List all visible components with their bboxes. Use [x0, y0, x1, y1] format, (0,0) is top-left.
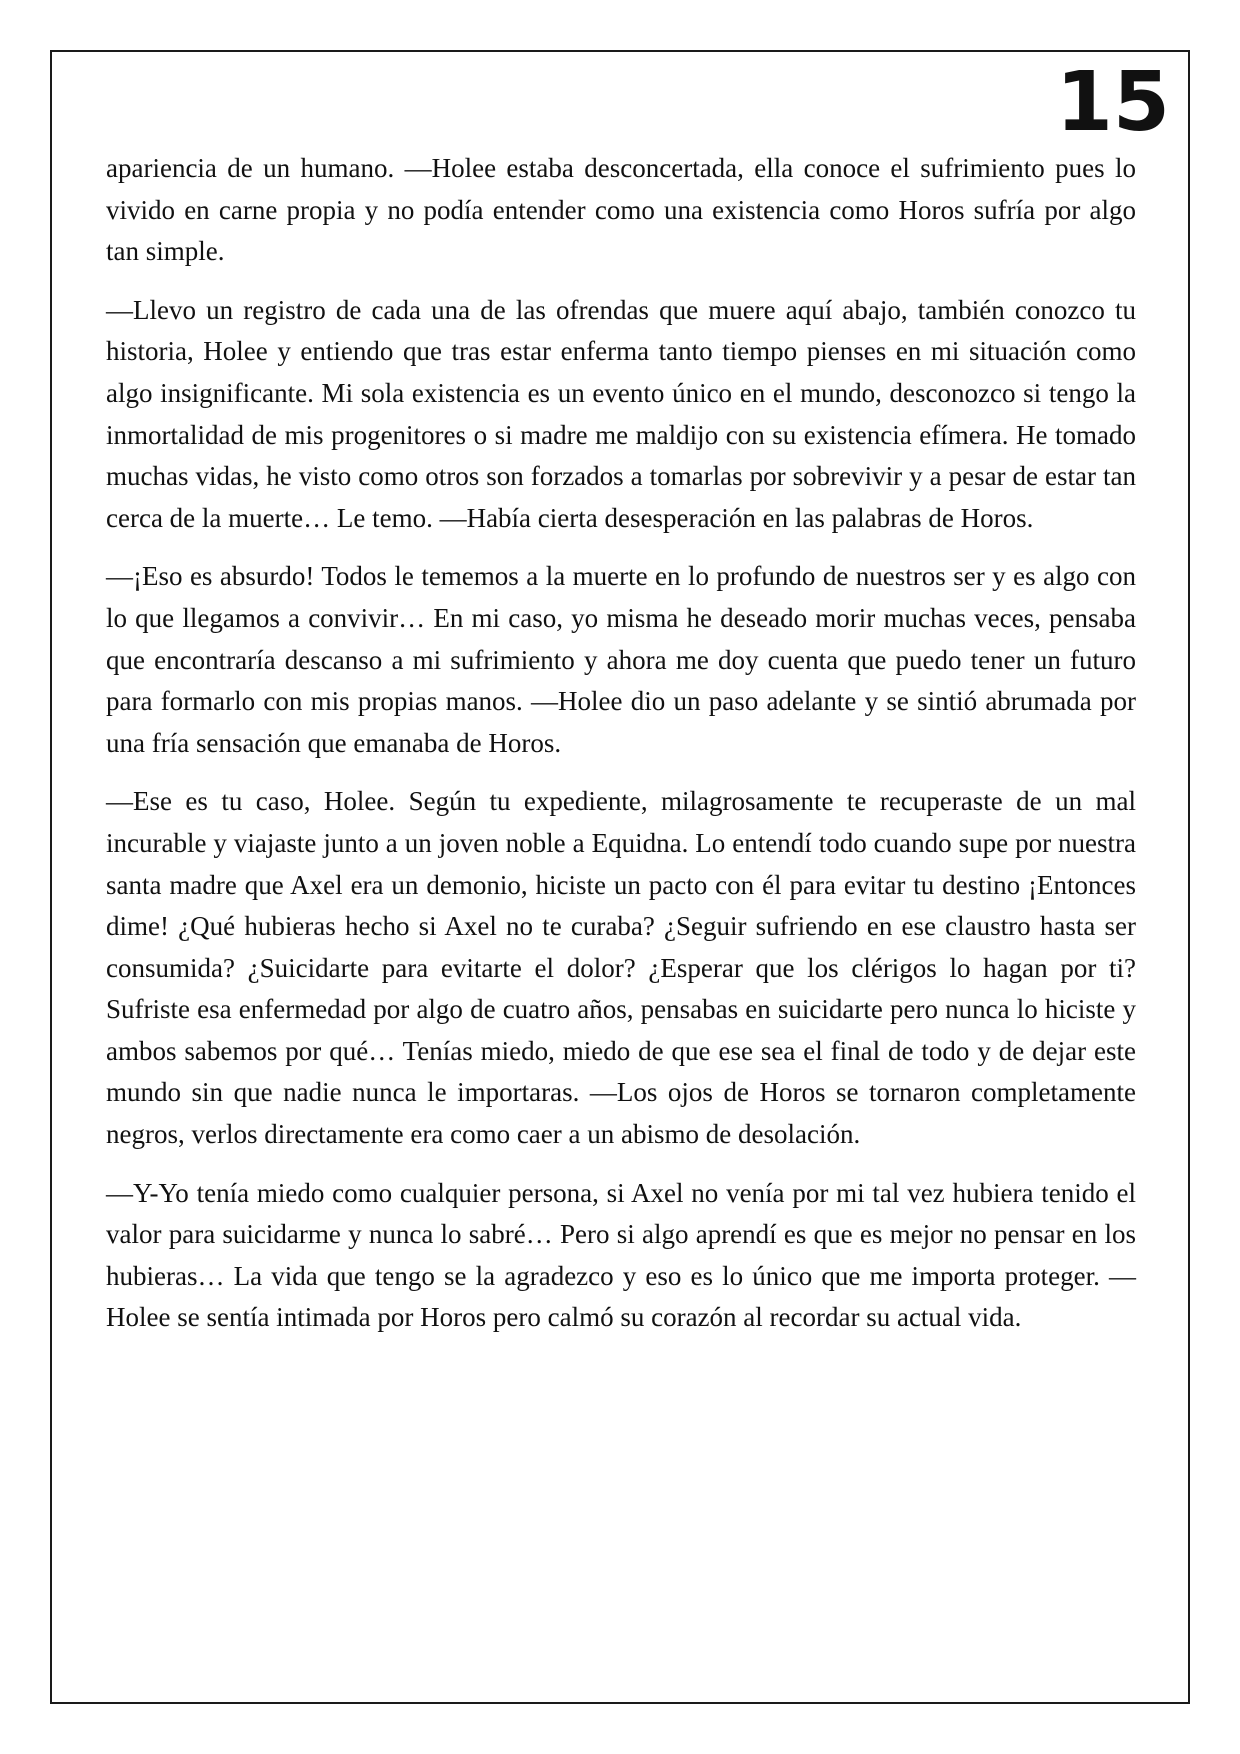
page-frame: [50, 50, 1190, 1704]
page-number: 15: [1055, 55, 1170, 150]
paragraph-4: —Ese es tu caso, Holee. Según tu expediente, milagrosamente te recuperaste de un mal incurable y viajaste junto a un joven noble a Equidna. Lo entendí todo cuando supe por nuestra santa madre que Axel era un demonio, hiciste un pacto con él para evitar tu destino ¡Entonces dime! ¿Qué hubieras hecho si Axel no te curaba? ¿Seguir sufriendo en ese claustro hasta ser consumida? ¿Suicidarte para evitarte el dolor? ¿Esperar que los clérigos lo hagan por ti? Sufriste esa enfermedad por algo de cuatro años, pensabas en suicidarte pero nunca lo hiciste y ambos sabemos por qué… Tenías miedo, miedo de que ese sea el final de todo y de dejar este mundo sin que nadie nunca le importaras. —Los ojos de Horos se tornaron completamente negros, verlos directamente era como caer a un abismo de desolación.: [106, 786, 1136, 1150]
paragraph-1: apariencia de un humano. —Holee estaba desconcertada, ella conoce el sufrimiento pues lo vivido en carne propia y no podía entender como una existencia como Horos sufría por algo tan simple.: [106, 153, 1136, 267]
paragraph-2: —Llevo un registro de cada una de las ofrendas que muere aquí abajo, también conozco tu historia, Holee y entiendo que tras estar enferma tanto tiempo pienses en mi situación como algo insignificante. Mi sola existencia es un evento único en el mundo, desconozco si tengo la inmortalidad de mis progenitores o si madre me maldijo con su existencia efímera. He tomado muchas vidas, he visto como otros son forzados a tomarlas por sobrevivir y a pesar de estar tan cerca de la muerte… Le temo. —Había cierta desesperación en las palabras de Horos.: [106, 294, 1136, 533]
text-body: [106, 148, 1136, 1356]
paragraph-3: —¡Eso es absurdo! Todos le tememos a la muerte en lo profundo de nuestros ser y es algo con lo que llegamos a convivir… En mi caso, yo misma he deseado morir muchas veces, pensaba que encontraría descanso a mi sufrimiento y ahora me doy cuenta que puedo tener un futuro para formarlo con mis propias manos. —Holee dio un paso adelante y se sintió abrumada por una fría sensación que emanaba de Horos.: [106, 561, 1136, 758]
paragraph-5: —Y-Yo tenía miedo como cualquier persona, si Axel no venía por mi tal vez hubiera tenido el valor para suicidarme y nunca lo sabré… Pero si algo aprendí es que es mejor no pensar en los hubieras… La vida que tengo se la agradezco y eso es lo único que me importa proteger. —Holee se sentía intimada por Horos pero calmó su corazón al recordar su actual vida.: [106, 1177, 1136, 1333]
